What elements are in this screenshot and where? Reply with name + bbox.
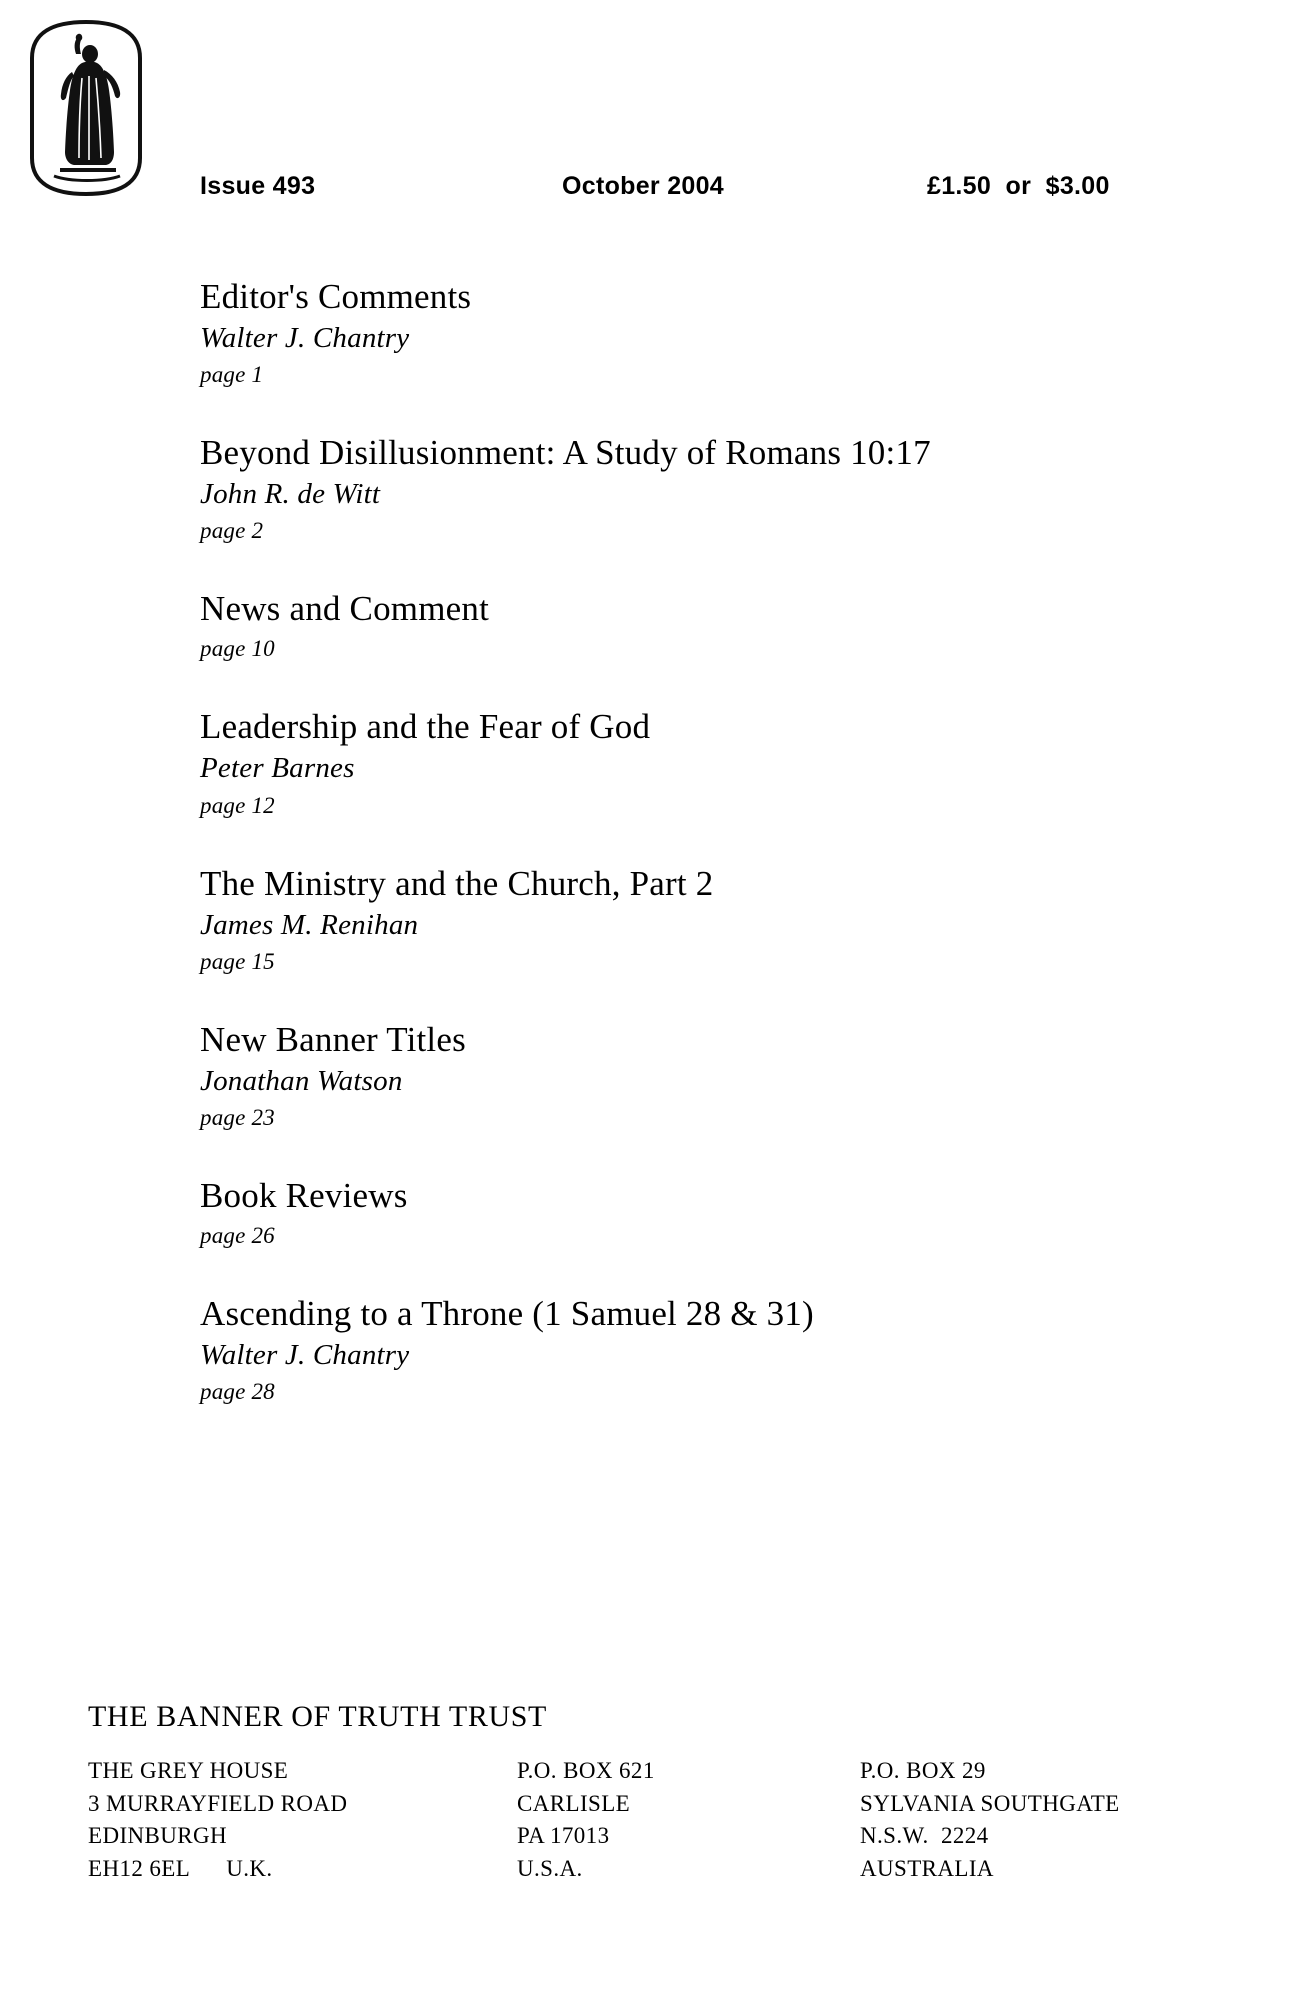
address-block [88,1755,1218,1905]
entry-author: Walter J. Chantry [200,1338,410,1371]
address-line: P.O. BOX 621 [517,1758,655,1783]
issue-line [200,172,1200,208]
issue-date: October 2004 [562,172,725,200]
entry-title: Book Reviews [200,1175,408,1215]
contents-entry [200,1292,1150,1407]
entry-page: page 28 [200,1379,275,1405]
address-line: SYLVANIA SOUTHGATE [860,1790,1120,1816]
address-usa [517,1755,847,1886]
entry-title: News and Comment [200,589,489,629]
address-line: CARLISLE [517,1790,631,1816]
contents-entry [200,1018,1150,1133]
issue-number: Issue 493 [200,172,316,200]
contents-entry [200,431,1150,546]
contents-entry [200,275,1150,390]
entry-title: The Ministry and the Church, Part 2 [200,863,714,903]
table-of-contents [200,275,1150,1407]
entry-title: Ascending to a Throne (1 Samuel 28 & 31) [200,1293,814,1333]
address-line: N.S.W. 2224 [860,1823,989,1849]
entry-title: Editor's Comments [200,277,472,316]
entry-page: page 26 [200,1222,275,1248]
issue-price: £1.50 or $3.00 [927,172,1110,200]
address-line: U.S.A. [517,1855,583,1881]
address-line: PA 17013 [517,1823,610,1849]
entry-page: page 10 [200,636,275,662]
entry-author: Peter Barnes [200,752,355,785]
masthead [0,0,1294,230]
entry-page: page 15 [200,948,275,974]
entry-page: page 23 [200,1104,275,1130]
entry-title: Beyond Disillusionment: A Study of Romans 10:17 [200,433,931,473]
address-uk [88,1755,488,1886]
entry-author: John R. de Witt [200,478,381,511]
address-line: THE GREY HOUSE [88,1758,289,1783]
contents-entry [200,705,1150,820]
publisher-name: THE BANNER OF TRUTH TRUST [88,1700,547,1733]
entry-title: New Banner Titles [200,1019,466,1059]
entry-author: Walter J. Chantry [200,322,410,355]
banner-of-truth-preacher-logo-icon [24,18,149,208]
imprint [88,1700,1218,1905]
entry-page: page 1 [200,362,264,388]
entry-author: Jonathan Watson [200,1064,403,1097]
entry-page: page 12 [200,792,275,818]
entry-title: Leadership and the Fear of God [200,707,651,747]
address-line: EH12 6EL U.K. [88,1855,273,1881]
address-line: EDINBURGH [88,1823,228,1849]
address-line: P.O. BOX 29 [860,1758,986,1783]
contents-entry [200,587,1150,664]
contents-entry [200,862,1150,977]
entry-author: James M. Renihan [200,908,419,941]
address-australia [860,1755,1218,1886]
contents-entry [200,1174,1150,1251]
address-line: AUSTRALIA [860,1855,994,1881]
address-line: 3 MURRAYFIELD ROAD [88,1790,348,1816]
entry-page: page 2 [200,518,264,544]
